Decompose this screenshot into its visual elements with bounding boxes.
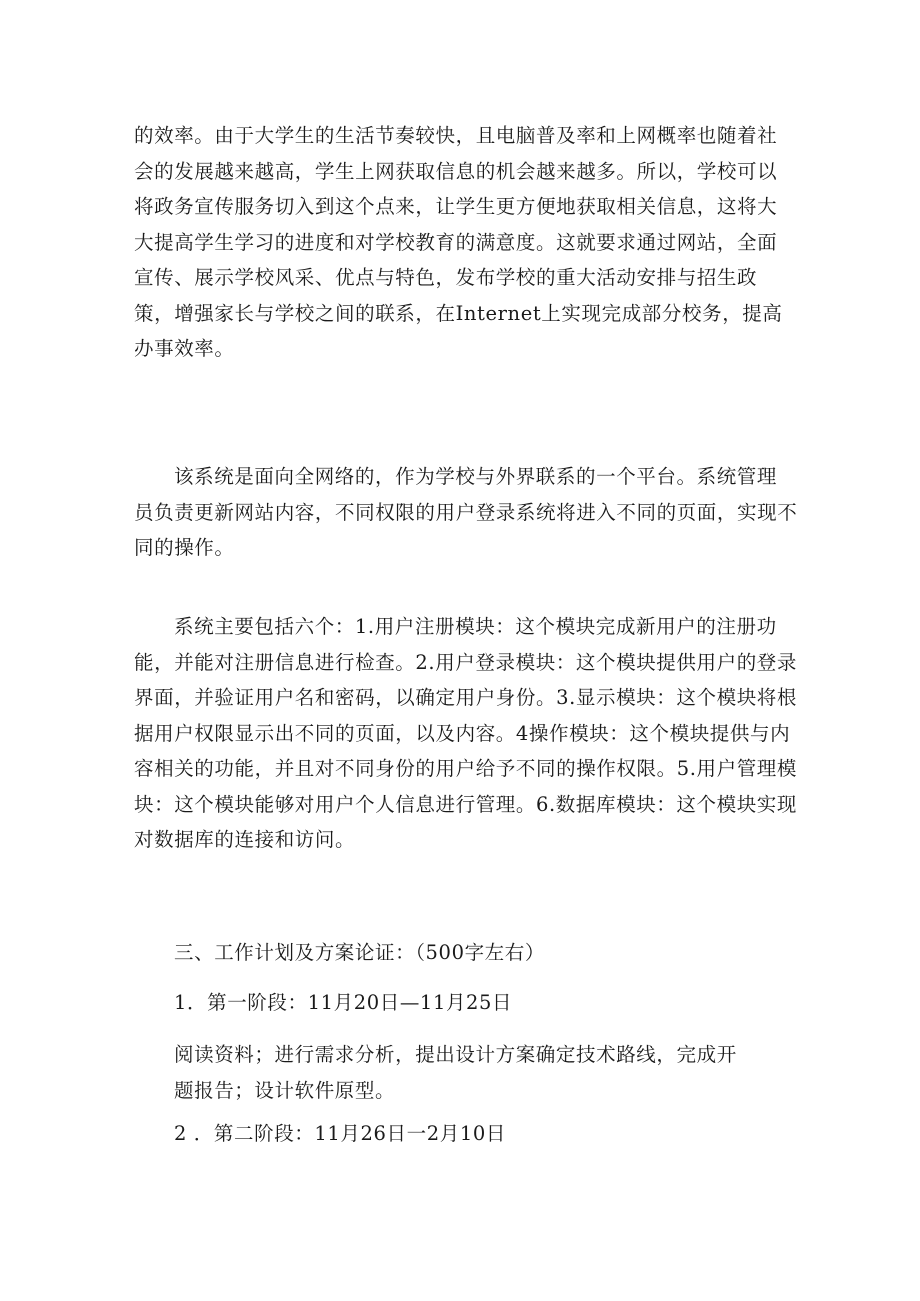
text-line: 办事效率。: [134, 337, 235, 360]
text-line: 员负责更新网站内容，不同权限的用户登录系统将进入不同的页面，实现不: [134, 500, 798, 524]
text-line: 的效率。由于大学生的生活节奏较快，且电脑普及率和上网概率也随着社: [134, 124, 778, 147]
text-line: 阅读资料；进行需求分析，提出设计方案确定技术路线，完成开: [174, 1043, 737, 1066]
text-line: 块：这个模块能够对用户个人信息进行管理。6.数据库模块：这个模块实现: [134, 792, 798, 816]
text-line: 对数据库的连接和访问。: [134, 828, 356, 851]
text-line: 三、工作计划及方案论证：（500字左右）: [174, 941, 545, 964]
paragraph-efficiency: [134, 118, 794, 367]
text-line: 2 ．第二阶段：11月26日一2月10日: [174, 1122, 506, 1145]
text-line: 系统主要包括六个：1.用户注册模块：这个模块完成新用户的注册功: [174, 615, 777, 638]
text-line: 策，增强家长与学校之间的联系，在Internet上实现完成部分校务，提高: [134, 301, 783, 325]
text-line: 该系统是面向全网络的，作为学校与外界联系的一个平台。系统管理: [174, 465, 778, 488]
section-heading-work-plan: [134, 935, 794, 971]
text-line: 据用户权限显示出不同的页面，以及内容。4操作模块：这个模块提供与内: [134, 721, 791, 745]
stage-one-heading: [134, 985, 794, 1021]
text-line: 题报告；设计软件原型。: [174, 1078, 396, 1102]
text-line: 1．第一阶段：11月20日—11月25日: [174, 991, 513, 1014]
stage-two-heading: [134, 1116, 794, 1152]
text-line: 将政务宣传服务切入到这个点来，让学生更方便地获取相关信息，这将大: [134, 195, 778, 218]
text-line: 大提高学生学习的进度和对学校教育的满意度。这就要求通过网站，全面: [134, 230, 778, 254]
text-line: 容相关的功能，并且对不同身份的用户给予不同的操作权限。5.用户管理模: [134, 757, 798, 780]
text-line: 界面，并验证用户名和密码，以确定用户身份。3.显示模块：这个模块将根: [134, 686, 798, 709]
text-line: 宣传、展示学校风采、优点与特色，发布学校的重大活动安排与招生政: [134, 266, 758, 289]
text-line: 会的发展越来越高，学生上网获取信息的机会越来越多。所以，学校可以: [134, 159, 778, 183]
stage-one-description: [134, 1037, 794, 1108]
text-line: 同的操作。: [134, 536, 235, 559]
paragraph-system-modules: [134, 609, 798, 858]
text-line: 能，并能对注册信息进行检查。2.用户登录模块：这个模块提供用户的登录: [134, 650, 798, 674]
paragraph-system-overview: [134, 459, 798, 566]
